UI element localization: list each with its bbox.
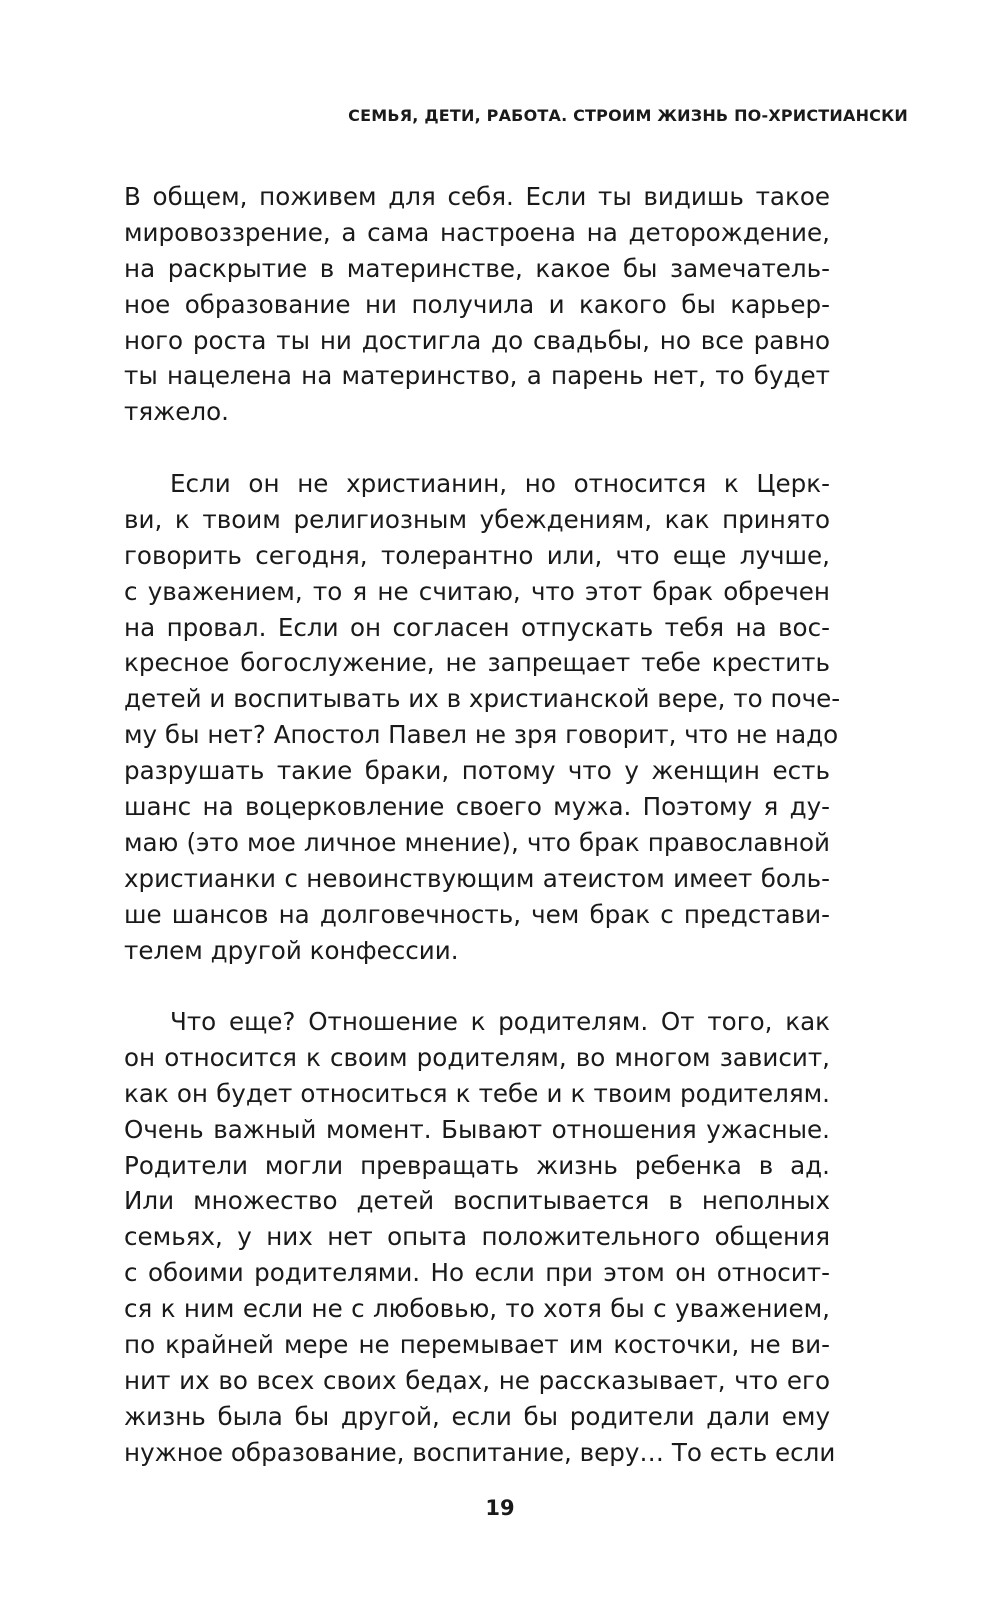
text-line: на раскрытие в материнстве, какое бы замечатель- [124,253,830,283]
text-line: на провал. Если он согласен отпускать тебя на вос- [124,612,830,642]
text-line: он относится к своим родителям, во многом зависит, [124,1042,830,1072]
text-line: говорить сегодня, толерантно или, что еще лучше, [124,540,830,570]
text-line: по крайней мере не перемывает им косточки, не ви- [124,1330,830,1360]
text-line: му бы нет? Апостол Павел не зря говорит, что не надо [124,720,839,750]
text-line: мировоззрение, а сама настроена на деторождение, [124,217,830,247]
text-line: Если он не христианин, но относится к Церк- [170,469,830,498]
text-line: разрушать такие браки, потому что у женщин есть [124,756,830,786]
text-line: тяжело. [124,397,229,427]
text-line: нужное образование, воспитание, веру… То есть если [124,1437,836,1467]
text-line: Родители могли превращать жизнь ребенка в ад. [124,1150,830,1180]
paragraph-2 [124,466,841,968]
text-line: ше шансов на долговечность, чем брак с представи- [124,899,830,929]
paragraph-1 [124,179,830,430]
text-line: жизнь была бы другой, если бы родители дали ему [124,1401,830,1431]
text-line: с обоими родителями. Но если при этом он относит- [124,1258,830,1288]
text-line: Что еще? Отношение к родителям. От того, как [170,1007,830,1036]
text-line: с уважением, то я не считаю, что этот брак обречен [124,576,830,606]
text-line: ного роста ты ни достигла до свадьбы, но все равно [124,325,830,355]
paragraph-3 [124,1004,836,1471]
text-line: нит их во всех своих бедах, не рассказывает, что его [124,1365,830,1395]
text-line: ся к ним если не с любовью, то хотя бы с уважением, [124,1294,830,1324]
text-line: семьях, у них нет опыта положительного общения [124,1222,830,1252]
page-number: 19 [485,1496,515,1520]
text-line: ты нацелена на материнство, а парень нет, то будет [124,361,830,391]
text-line: маю (это мое личное мнение), что брак православной [124,827,830,857]
running-header: СЕМЬЯ, ДЕТИ, РАБОТА. СТРОИМ ЖИЗНЬ ПО-ХРИСТИАНСКИ [348,106,908,125]
text-line: ви, к твоим религиозным убеждениям, как принято [124,504,830,534]
text-line: Или множество детей воспитывается в неполных [124,1186,830,1216]
text-line: кресное богослужение, не запрещает тебе крестить [124,648,830,678]
text-line: телем другой конфессии. [124,935,459,965]
text-line: ное образование ни получила и какого бы карьер- [124,289,830,319]
text-line: христианки с невоинствующим атеистом имеет боль- [124,863,830,893]
text-line: В общем, поживем для себя. Если ты видишь такое [124,182,830,211]
text-line: шанс на воцерковление своего мужа. Поэтому я ду- [124,792,830,822]
text-line: как он будет относиться к тебе и к твоим родителям. [124,1078,830,1108]
text-line: Очень важный момент. Бывают отношения ужасные. [124,1114,830,1144]
text-line: детей и воспитывать их в христианской вере, то поче- [124,684,841,714]
